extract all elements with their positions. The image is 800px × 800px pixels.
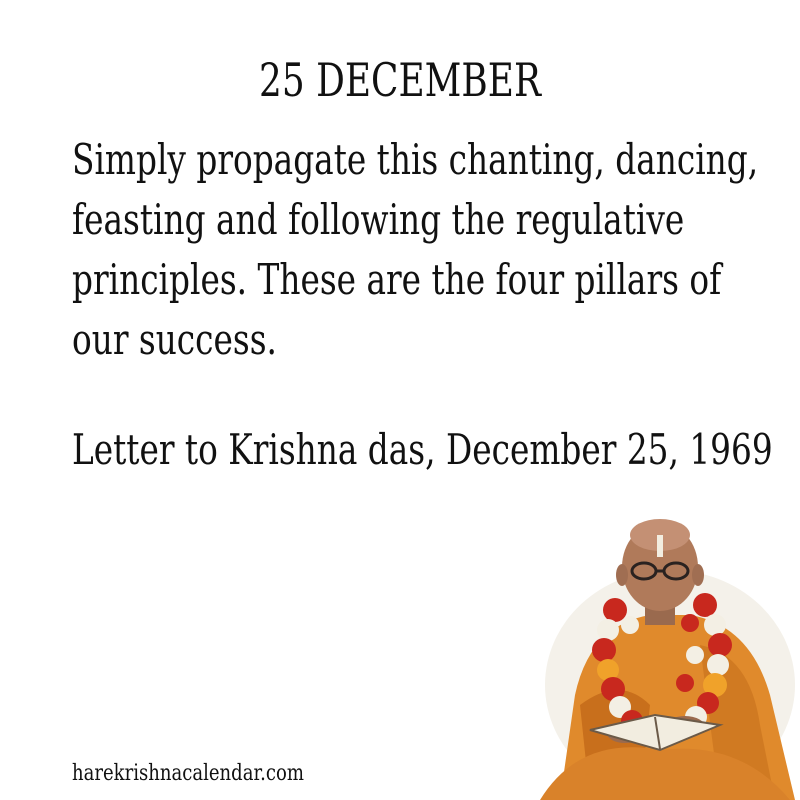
quote-line: Simply propagate this chanting, dancing, [72,135,759,184]
quote-text [72,130,759,370]
quote-line: feasting and following the regulative [72,195,685,244]
photo-reading-monk [520,505,800,800]
quote-line: principles. These are the four pillars of [72,255,722,304]
quote-source: Letter to Krishna das, December 25, 1969 [72,425,773,474]
website-link[interactable]: harekrishnacalendar.com [72,761,304,786]
date-heading: 25 DECEMBER [259,53,541,107]
quote-line: our success. [72,315,277,364]
